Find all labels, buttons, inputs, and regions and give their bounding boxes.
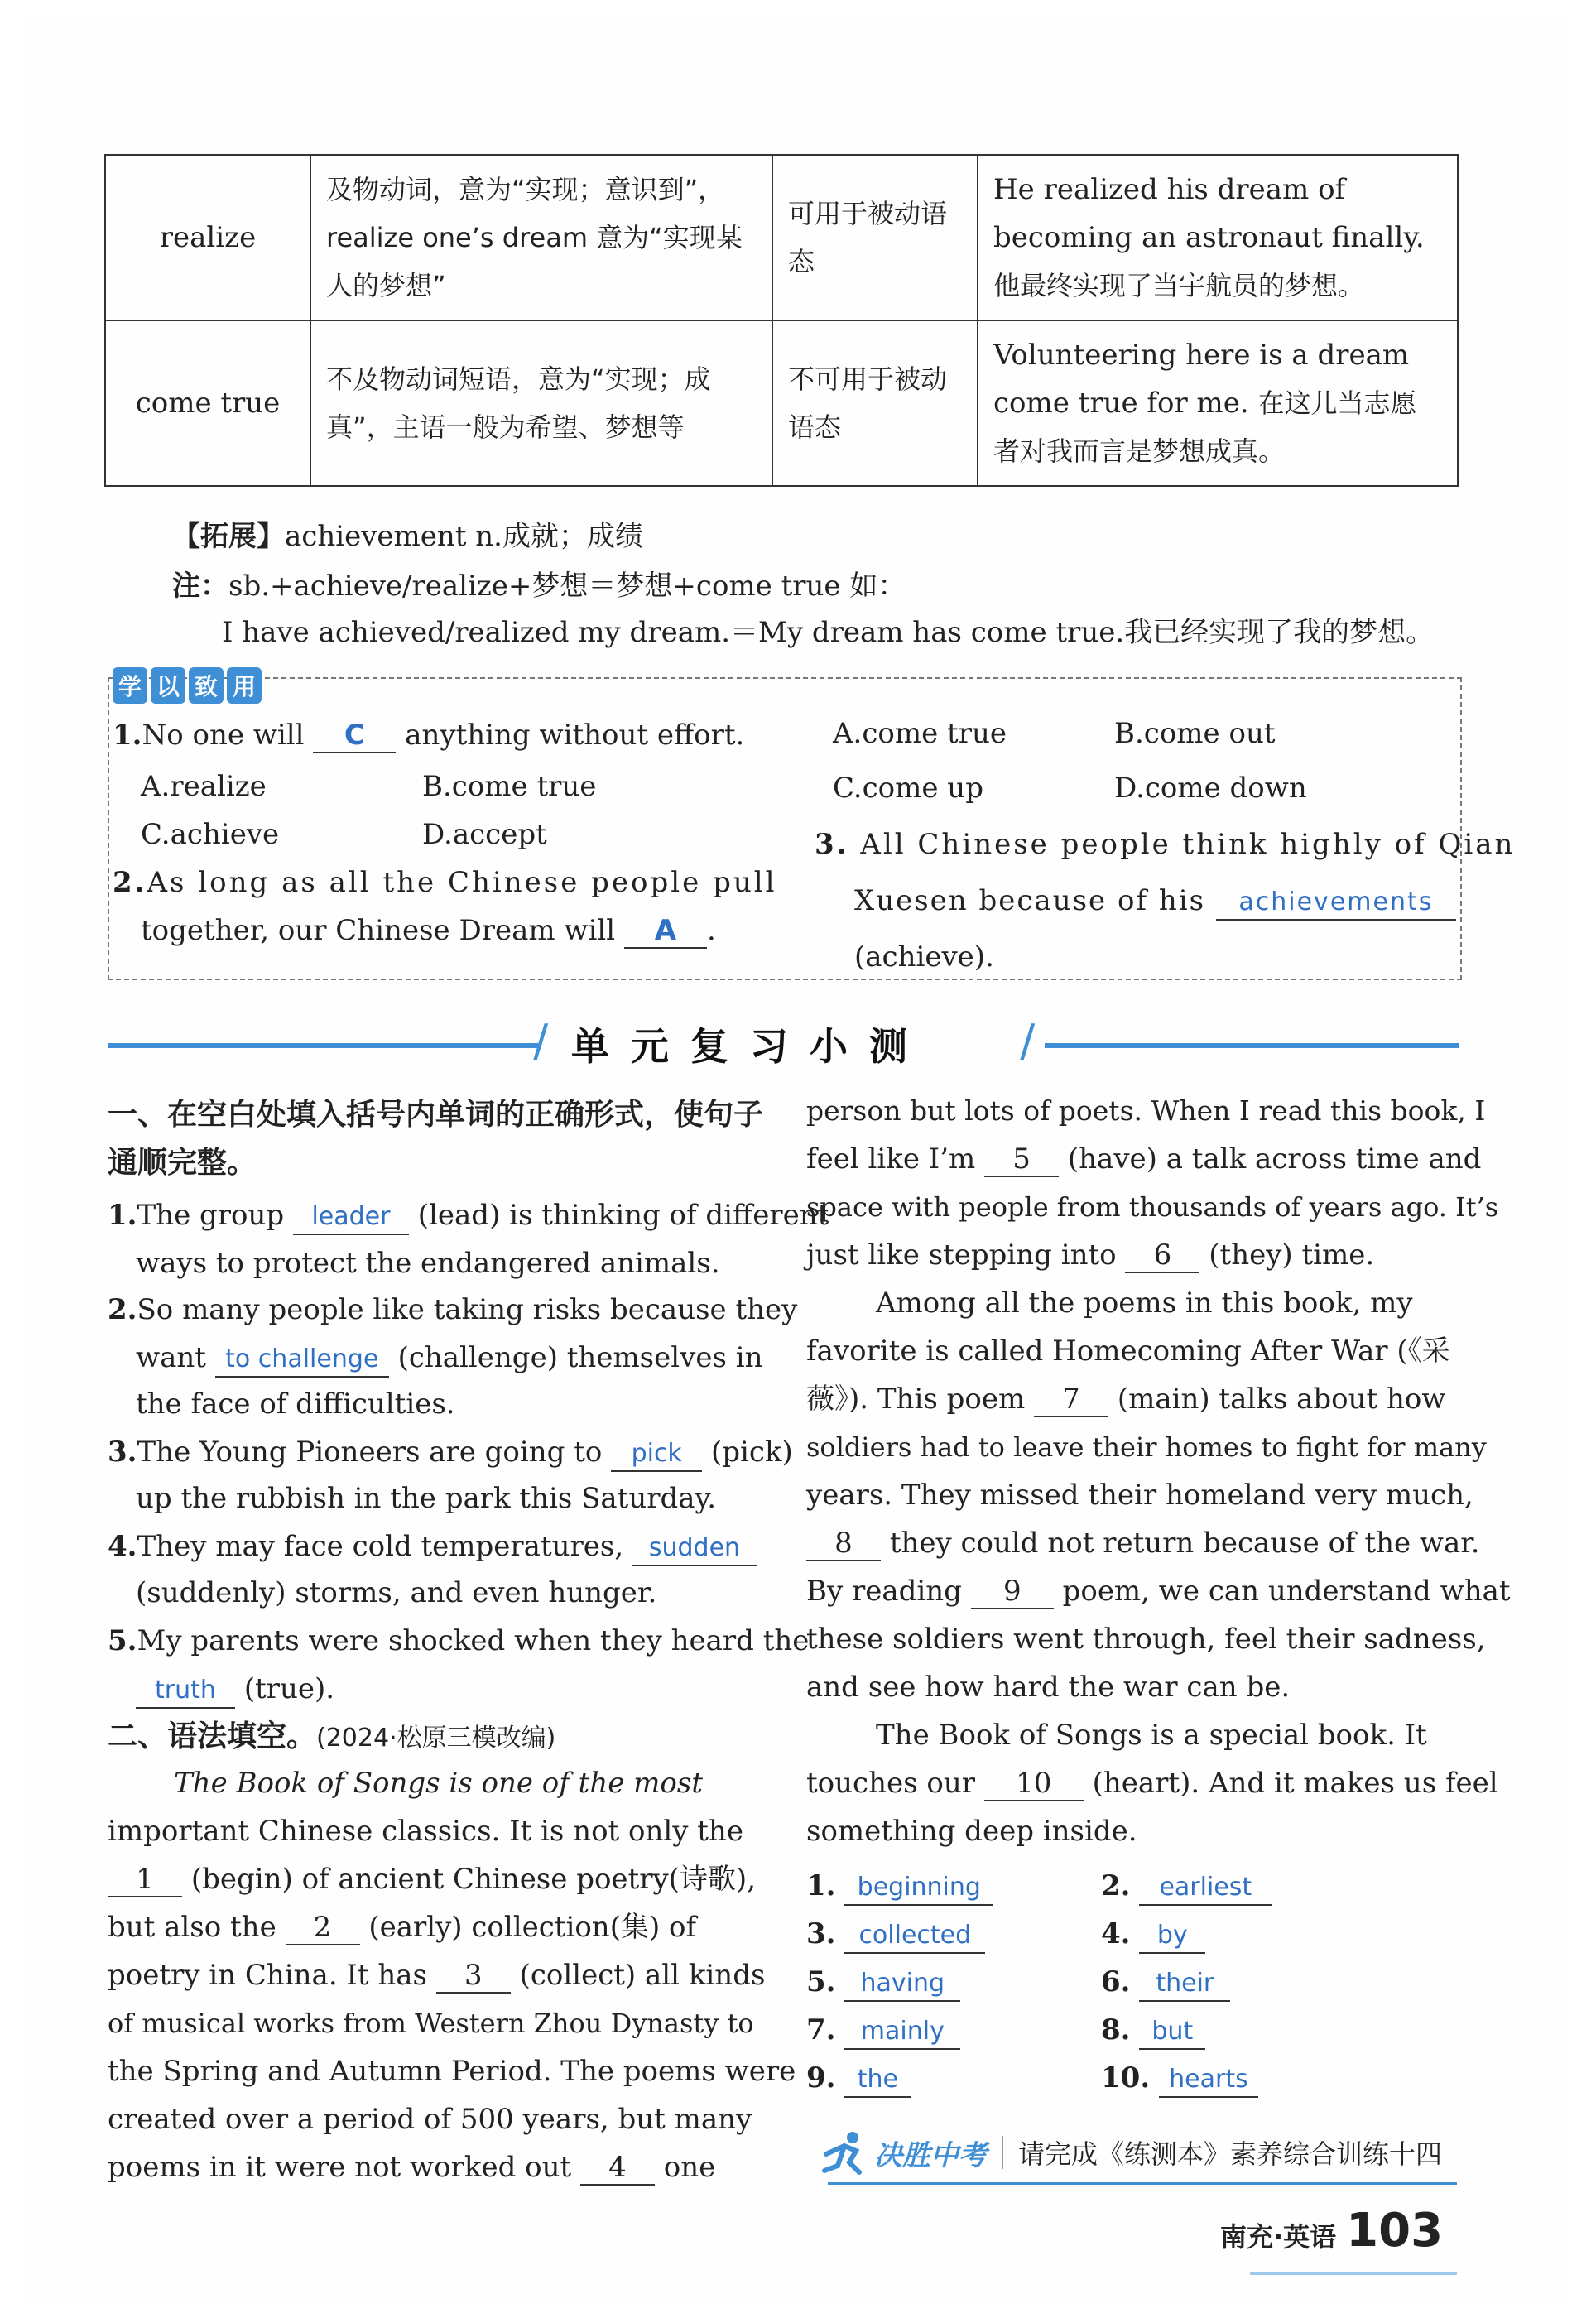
answer-blank: the [844,2063,911,2098]
option: A.realize [141,770,267,803]
passage-text: (early) collection(集) of [368,1911,697,1944]
passage-line: the Spring and Autumn Period. The poems were [108,2055,796,2088]
blank: 3 [436,1959,511,1994]
answer-blank: to challenge [215,1343,389,1378]
answer-number: 10. [1101,2061,1151,2095]
usage-cell: 不及物动词短语，意为“实现；成真”，主语一般为希望、梦想等 [310,320,772,486]
item-text: (challenge) themselves in [397,1341,763,1374]
footer-strip [820,2126,1449,2179]
question-number: 5. [108,1624,137,1657]
option: C.come up [833,772,983,805]
answer-number: 5. [806,1965,836,1998]
q2-line1 [113,866,776,899]
passage-line: and see how hard the war can be. [806,1671,1291,1704]
title-rule-right [1045,1043,1459,1048]
q3-line3: (achieve). [854,940,994,974]
answer-blank: but [1139,2015,1205,2050]
word-cell: come true [105,320,310,486]
answer-row [1101,2013,1205,2050]
part2-heading-line [108,1720,555,1755]
region-label: 南充·英语 [1220,2221,1337,2253]
passage-line: The Book of Songs is a special book. It [876,1719,1427,1752]
table-row [105,320,1458,486]
passage-text: (heart). And it makes us feel [1092,1767,1498,1800]
answer-number: 3. [806,1917,836,1950]
passage-line: soldiers had to leave their homes to fight for many [806,1431,1487,1463]
option: D.come down [1114,772,1307,805]
vocab-table [104,154,1459,487]
p1-item5-line2 [136,1672,334,1709]
runner-icon [820,2129,869,2176]
passage-line [108,2151,715,2186]
answer-blank: by [1139,1919,1205,1954]
tag-char: 学 [113,667,147,704]
tag-char: 用 [227,667,262,704]
passage-line [806,1527,1480,1561]
passage-line [108,1959,765,1994]
item-text: want [136,1341,206,1374]
q1-stem [113,719,744,753]
blank: 8 [806,1527,881,1561]
item-text: My parents were shocked when they heard the [137,1624,810,1657]
passage-text: By reading [806,1575,962,1608]
q2-line1-text: As long as all the Chinese people pull [147,866,777,899]
passage-line [108,1863,756,1897]
page-number: 103 [1346,2204,1444,2258]
q3-pre: Xuesen because of his [854,884,1206,917]
extension-line [172,520,643,553]
question-number: 2. [113,866,147,899]
answer-blank: C [313,719,396,753]
passage-line: something deep inside. [806,1815,1137,1848]
blank: 6 [1125,1238,1199,1273]
word-cell: realize [105,155,310,320]
blank: 9 [971,1575,1054,1609]
note-example: I have achieved/realized my dream.＝My dream has come true.我已经实现了我的梦想。 [222,616,1435,649]
example-cell [978,320,1458,486]
p1-item2-line1 [108,1293,797,1326]
item-text: The Young Pioneers are going to [137,1436,603,1469]
blank: 4 [580,2151,655,2186]
passage-line: created over a period of 500 years, but many [108,2103,752,2136]
part1-heading: 一、在空白处填入括号内单词的正确形式，使句子通顺完整。 [108,1098,764,1180]
passage-text: poetry in China. It has [108,1959,427,1992]
example-cn: 在这儿当志愿者对我而言是梦想成真。 [993,387,1417,467]
answer-blank: mainly [844,2015,960,2050]
blank: 10 [984,1767,1084,1801]
answer-number: 6. [1101,1965,1131,1998]
practice-tag [113,667,262,704]
item-text: (true). [243,1672,335,1705]
answer-row [806,2061,911,2098]
q2-line2 [141,914,716,949]
section-title: 单元复习小测 [571,1024,929,1069]
table-row [105,155,1458,320]
note-text: sb.+achieve/realize+梦想＝梦想+come true 如： [228,570,906,603]
answer-row [1101,1869,1272,1906]
question-number: 2. [108,1293,137,1326]
answer-blank: earliest [1139,1871,1272,1906]
passage-text: (main) talks about how [1117,1383,1446,1416]
blank: 2 [286,1911,360,1945]
answer-blank: achievements [1216,886,1456,921]
example-cn: 他最终实现了当宇航员的梦想。 [993,270,1365,301]
passive-cell: 可用于被动语态 [772,155,978,320]
passage-line [806,1767,1498,1801]
passage-text: poems in it were not worked out [108,2151,572,2184]
option: C.achieve [141,818,280,851]
answer-blank: truth [136,1674,235,1709]
item-text: So many people like taking risks because they [137,1293,798,1326]
option: B.come out [1114,717,1276,750]
answer-number: 2. [1101,1869,1131,1902]
passage-text: (have) a talk across time and [1067,1142,1482,1176]
p1-item2-line3: the face of difficulties. [136,1388,455,1421]
blank: 7 [1034,1383,1108,1417]
part2-source: (2024·松原三模改编) [316,1724,556,1753]
passage-line: of musical works from Western Zhou Dynasty to [108,2008,754,2039]
answer-blank: their [1139,1967,1230,2002]
passage-text: (collect) all kinds [519,1959,766,1992]
p1-item3-line1 [108,1436,793,1472]
q1-pre: No one will [142,719,305,752]
footer-accent [1250,2272,1457,2275]
passage-line [806,1142,1481,1177]
option: B.come true [422,770,597,803]
passage-line: person but lots of poets. When I read this book, I [806,1094,1486,1127]
item-text: They may face cold temperatures, [137,1530,624,1563]
extension-text: achievement n.成就；成绩 [285,520,643,553]
question-number: 3. [815,828,849,861]
q2-post: . [706,914,716,947]
answer-blank: beginning [844,1871,993,1906]
question-number: 1. [108,1199,137,1232]
note-line [172,570,906,603]
answer-blank: having [844,1967,960,2002]
q2-pre: together, our Chinese Dream will [141,914,616,947]
option: D.accept [422,818,547,851]
footer-divider [1002,2136,1003,2169]
answer-number: 1. [806,1869,836,1902]
example-cell [978,155,1458,320]
passage-line: favorite is called Homecoming After War (《采 [806,1335,1450,1368]
passage-line: Among all the poems in this book, my [876,1287,1413,1320]
p1-item4-line1 [108,1530,757,1566]
question-number: 1. [113,719,142,752]
answer-row [806,2013,960,2050]
title-rule-left [108,1043,538,1048]
answer-blank: pick [611,1437,702,1472]
passive-cell: 不可用于被动语态 [772,320,978,486]
item-text: The group [137,1199,285,1232]
answer-number: 8. [1101,2013,1131,2046]
answer-blank: leader [293,1200,409,1235]
passage-text: (begin) of ancient Chinese poetry(诗歌), [190,1863,757,1896]
p1-item3-line2: up the rubbish in the park this Saturday. [136,1482,717,1515]
q3-line1 [815,828,1515,861]
blank: 5 [984,1142,1059,1177]
brand-name: 决胜中考 [874,2138,987,2172]
passage-text: but also the [108,1911,276,1944]
passage-text: one [663,2151,716,2184]
p1-item1-line1 [108,1199,829,1235]
option: A.come true [833,717,1007,750]
answer-row [806,1917,985,1954]
answer-blank: collected [844,1919,985,1954]
passage-line: space with people from thousands of years ago. It’s [806,1191,1499,1223]
answer-number: 7. [806,2013,836,2046]
passage-line [806,1383,1445,1417]
p1-item1-line2: ways to protect the endangered animals. [136,1247,720,1280]
passage-line: years. They missed their homeland very much, [806,1479,1473,1512]
passage-text: they could not return because of the war. [889,1527,1480,1560]
question-number: 4. [108,1530,137,1563]
passage-line: these soldiers went through, feel their sadness, [806,1623,1486,1656]
answer-row [1101,1917,1205,1954]
example-en: He realized his dream of becoming an astronaut finally. [993,173,1425,254]
note-label: 注： [172,570,228,603]
answer-blank: hearts [1159,2063,1258,2098]
passage-text: 薇》). This poem [806,1383,1026,1416]
p1-item5-line1 [108,1624,809,1657]
answer-blank: sudden [632,1532,757,1566]
passage-line: important Chinese classics. It is not only the [108,1815,743,1848]
answer-blank: A [624,914,707,949]
q3-line1-text: All Chinese people think highly of Qian [860,828,1516,861]
answer-number: 4. [1101,1917,1131,1950]
answer-row [806,1869,993,1906]
item-text: (lead) is thinking of different [417,1199,829,1232]
passage-line [806,1575,1511,1609]
answer-number: 9. [806,2061,836,2095]
page-footer [1220,2204,1443,2258]
footer-rule [828,2182,1457,2185]
item-text: (pick) [711,1436,793,1469]
p1-item2-line2 [136,1341,762,1378]
passage-text: touches our [806,1767,975,1800]
blank: 1 [108,1863,182,1897]
example-en: Volunteering here is a dream come true for me. [993,339,1410,420]
slash-right: / [1020,1015,1036,1067]
question-number: 3. [108,1436,137,1469]
p1-item4-line2: (suddenly) storms, and even hunger. [136,1576,657,1609]
q3-line2 [854,884,1456,921]
usage-cell: 及物动词，意为“实现；意识到”，realize one’s dream 意为“实现某人的梦想” [310,155,772,320]
passage-text: (they) time. [1209,1238,1375,1272]
part2-heading: 二、语法填空。 [108,1719,317,1753]
footer-reminder: 请完成《练测本》素养综合训练十四 [1018,2138,1443,2170]
passage-text: poem, we can understand what [1062,1575,1511,1608]
answer-row [1101,1965,1230,2002]
passage-line [806,1238,1374,1273]
passage-line: The Book of Songs is one of the most [174,1767,703,1800]
q1-post: anything without effort. [405,719,745,752]
passage-text: just like stepping into [806,1238,1117,1272]
extension-label: 【拓展】 [172,520,285,553]
answer-row [1101,2061,1258,2098]
tag-char: 致 [189,667,224,704]
passage-text: feel like I’m [806,1142,976,1176]
tag-char: 以 [151,667,185,704]
slash-left: / [533,1015,549,1067]
passage-line [108,1911,696,1945]
answer-row [806,1965,960,2002]
